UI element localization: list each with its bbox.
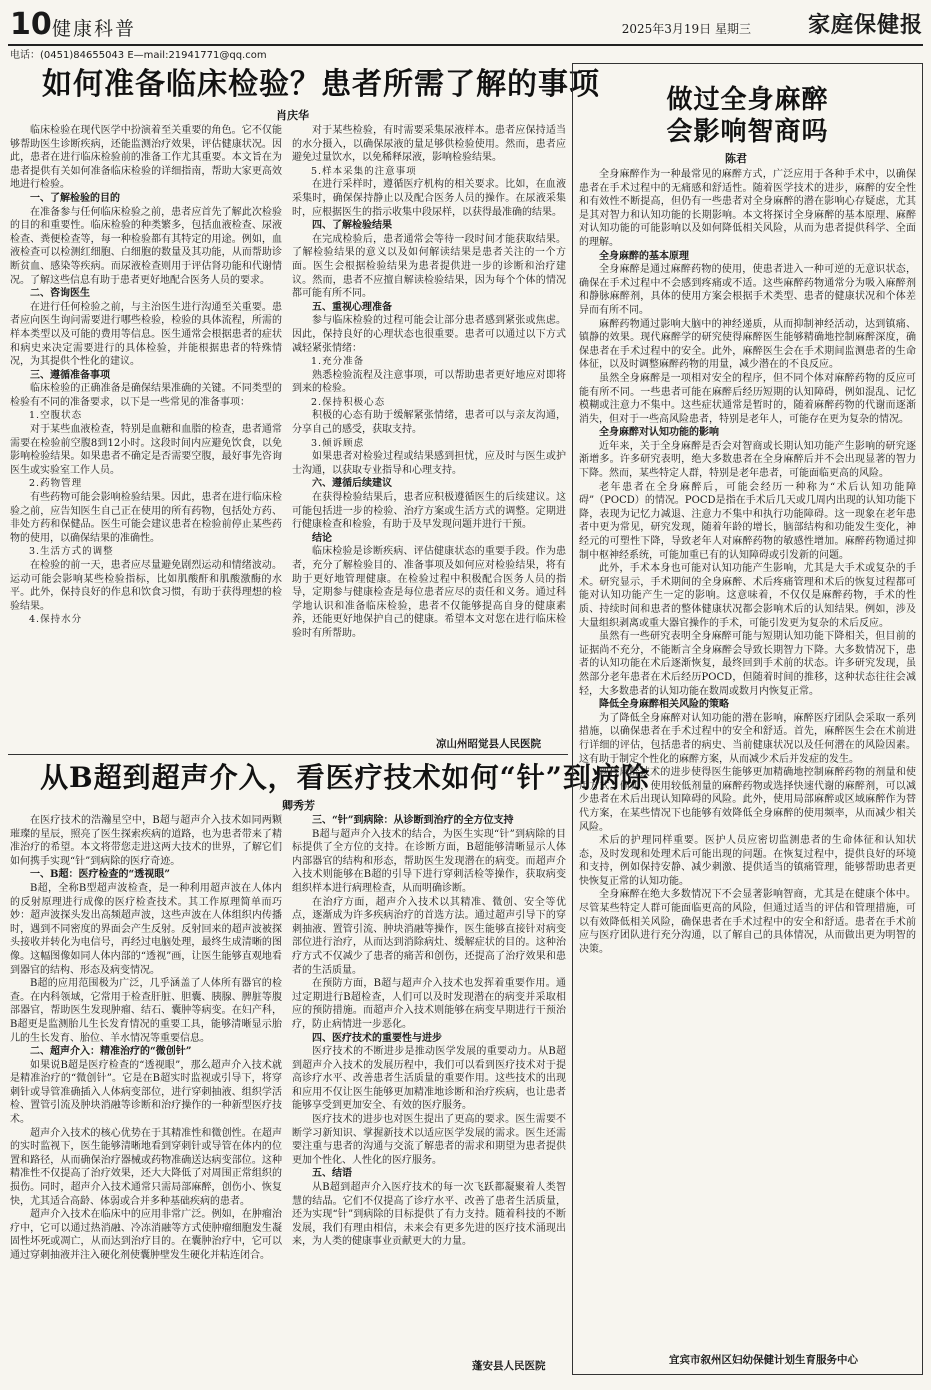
paragraph: 在医疗技术的浩瀚星空中，B超与超声介入技术如同两颗璀璨的星辰，照亮了医生探索疾病的道路，也为患者带来了精准治疗的希望。本文将带您走进这两大技术的世界，了解它们如何携手实现“针”到病除的医疗奇迹。 bbox=[10, 815, 282, 867]
paragraph: 在完成检验后，患者通常会等待一段时间才能获取结果。了解检验结果的意义以及如何解读结果是患者关注的一个方面。医生会根据检验结果为患者提供进一步的诊断和治疗建议。然而，患者不应擅自解读检验结果，因为每个个体的情况都可能有所不同。 bbox=[292, 233, 566, 300]
paragraph: B超，全称B型超声波检查，是一种利用超声波在人体内的反射原理进行成像的医疗检查技术。其工作原理简单而巧妙：超声波探头发出高频超声波，这些声波在人体组织内传播时，遇到不同密度的界面会产生反射。反射回来的超声波被探头接收并转化为电信号，再经过电脑处理，最终生成清晰的图像。这幅图像如同人体内部的“透视”画，让医生能够直观地看到器官的结构、形态及病变情况。 bbox=[10, 882, 282, 976]
paragraph: 对于某些检验，有时需要采集尿液样本。患者应保持适当的水分摄入，以确保尿液的量足够供检验使用。然而，患者应避免过量饮水，以免稀释尿液，影响检验结果。 bbox=[292, 125, 566, 164]
article2-col2 bbox=[292, 814, 566, 1356]
paragraph: 对于某些血液检查，特别是血糖和血脂的检查，患者通常需要在检验前空腹8到12小时。这段时间内应避免饮食，以免影响检验结果。如果患者不确定是否需要空腹，最好事先咨询医生或实验室工作人员。 bbox=[10, 424, 282, 476]
subheading: 4.保持水分 bbox=[29, 614, 83, 626]
subheading: 四、医疗技术的重要性与进步 bbox=[312, 1032, 442, 1044]
subheading: 1.空腹状态 bbox=[29, 410, 83, 422]
paragraph: 全身麻醉是通过麻醉药物的使用，使患者进入一种可逆的无意识状态，确保在手术过程中不会感到疼痛或不适。这些麻醉药物通常分为吸入麻醉剂和静脉麻醉剂，具体的使用方案会根据手术类型、患者的健康状况和个体差异而有所不同。 bbox=[579, 264, 916, 316]
subheading: 1.充分准备 bbox=[311, 356, 365, 368]
subheading: 五、重视心理准备 bbox=[312, 301, 392, 313]
paragraph: 老年患者在全身麻醉后，可能会经历一种称为“术后认知功能障碍”（POCD）的情况。POCD是指在手术后几天或几周内出现的认知功能下降，表现为记忆力减退、注意力不集中和执行功能障碍。这一现象在老年患者中更为常见，研究发现，随着年龄的增长，脑部结构和功能发生变化，神经元的可塑性下降，导致老年人对麻醉药物的敏感性增加。麻醉药物通过抑制中枢神经系统，可能加重已有的认知障碍或引发新的问题。 bbox=[579, 481, 916, 561]
subheading: 一、B超：医疗检查的“透视眼” bbox=[30, 869, 170, 881]
paragraph: 临床检验的正确准备是确保结果准确的关键。不同类型的检验有不同的准备要求，以下是一些常见的准备事项： bbox=[10, 383, 282, 408]
paragraph: 麻醉药物通过影响大脑中的神经递质，从而抑制神经活动，达到镇痛、镇静的效果。现代麻醉学的研究使得麻醉医生能够精确地控制麻醉深度，确保患者在手术过程中的安全。此外，麻醉医生会在手术期间监测患者的生命体征，以及时调整麻醉药物的用量，减少潜在的不良反应。 bbox=[579, 318, 916, 371]
article3-source: 宜宾市叙州区妇幼保健计划生育服务中心 bbox=[669, 1354, 858, 1366]
paragraph: 熟悉检验流程及注意事项，可以帮助患者更好地应对即将到来的检验。 bbox=[292, 369, 566, 395]
paragraph: 临床检验在现代医学中扮演着至关重要的角色。它不仅能够帮助医生诊断疾病，还能监测治疗效果，评估健康状况。因此，患者在进行临床检验前的准备工作尤其重要。本文旨在为患者提供有关如何准备临床检验的详细指南，帮助大家更高效地进行检验。 bbox=[10, 125, 282, 191]
paragraph: 为了降低全身麻醉对认知功能的潜在影响，麻醉医疗团队会采取一系列措施，以确保患者在手术过程中的安全和舒适。首先，麻醉医生会在术前进行详细的评估，包括患者的病史、当前健康状况以及任何潜在的风险因素。这有助于制定个性化的麻醉方案，从而减少术后并发症的发生。 bbox=[579, 712, 916, 765]
subheading: 全身麻醉对认知功能的影响 bbox=[599, 427, 719, 439]
subheading: 结论 bbox=[312, 532, 332, 544]
article1-col2 bbox=[292, 124, 566, 736]
paragraph: 近年来，关于全身麻醉是否会对智商或长期认知功能产生影响的研究逐渐增多。许多研究表明，绝大多数患者在全身麻醉后并不会出现显著的智力下降。然而，某些特定人群，特别是老年患者，可能面临更高的风险。 bbox=[579, 440, 916, 480]
article2-author: 卿秀芳 bbox=[282, 799, 315, 812]
page-number: 10 bbox=[10, 7, 52, 42]
subheading: 二、超声介入：精准治疗的“微创针” bbox=[30, 1046, 192, 1058]
paragraph: B超的应用范围极为广泛，几乎涵盖了人体所有器官的检查。在内科领域，它常用于检查肝脏、胆囊、胰腺、脾脏等腹部器官，帮助医生发现肿瘤、结石、囊肿等病变。在妇产科，B超更是监测胎儿生长发育情况的重要工具，能够清晰显示胎儿的生长发育、胎位、羊水情况等重要信息。 bbox=[10, 978, 282, 1044]
paragraph: 现代麻醉技术的进步使得医生能够更加精确地控制麻醉药物的剂量和使用方式。例如，使用较低剂量的麻醉药物或选择快速代谢的麻醉剂，可以减少患者在术后出现认知障碍的风险。此外，使用局部麻醉或区域麻醉作为替代方案，在某些情况下也能够有效降低全身麻醉的使用频率，从而减少相关风险。 bbox=[579, 767, 916, 833]
paragraph: 在进行任何检验之前，与主治医生进行沟通至关重要。患者应向医生询问需要进行哪些检验，检验的具体流程，所需的样本类型以及可能的费用等信息。医生通常会根据患者的症状和病史来决定需要进行的具体检验，并能根据患者的特殊情况，为其提供个性化的建议。 bbox=[10, 301, 282, 368]
subheading: 2.药物管理 bbox=[29, 478, 83, 490]
paragraph: 全身麻醉在绝大多数情况下不会显著影响智商，尤其是在健康个体中。尽管某些特定人群可能面临更高的风险，但通过适当的评估和管理措施，可以有效降低相关风险，确保患者在手术过程中的安全和舒适。患者在手术前应与医疗团队进行充分沟通，以了解自己的具体情况，从而做出更为明智的决策。 bbox=[579, 889, 916, 955]
divider bbox=[8, 754, 568, 755]
article2-title: 从B超到超声介入，看医疗技术如何“针”到病除 bbox=[40, 761, 650, 794]
paragraph: 术后的护理同样重要。医护人员应密切监测患者的生命体征和认知状态，及时发现和处理术后可能出现的问题。在恢复过程中，提供良好的环境和支持，例如保持安静、减少刺激、提供适当的镇痛管理，能够帮助患者更快恢复正常的认知功能。 bbox=[579, 835, 916, 887]
paragraph: 在检验的前一天，患者应尽量避免剧烈运动和情绪波动。运动可能会影响某些检验指标，比如肌酸酐和肌酸激酶的水平。此外，保持良好的作息和饮食习惯，有助于获得理想的检验结果。 bbox=[10, 560, 282, 612]
article2-col1 bbox=[10, 814, 282, 1380]
article3-box bbox=[572, 63, 923, 1375]
paragraph: 虽然全身麻醉是一项相对安全的程序，但不同个体对麻醉药物的反应可能有所不同。一些患者可能在麻醉后经历短期的认知障碍，例如混乱、记忆模糊或注意力不集中。这些症状通常是暂时的，随着麻醉药物的代谢而逐渐消失，但对于一些高风险患者，特别是老年人，可能存在更为复杂的情况。 bbox=[579, 372, 916, 425]
paragraph: 在预防方面，B超与超声介入技术也发挥着重要作用。通过定期进行B超检查，人们可以及时发现潜在的病变并采取相应的预防措施。而超声介入技术则能够在病变早期进行干预治疗，防止病情进一步恶化。 bbox=[292, 978, 566, 1030]
subheading: 全身麻醉的基本原理 bbox=[599, 250, 689, 262]
paragraph: 在准备参与任何临床检验之前，患者应首先了解此次检验的目的和重要性。临床检验的种类繁多，包括血液检查、尿液检查、粪便检查等，每一种检验都有其特定的用途。例如，血液检查可以检测红细胞、白细胞的数量及其功能，从而帮助诊断贫血、感染等疾病。而尿液检查则用于评估肾功能和代谢情况。了解这些信息有助于患者更好地配合医务人员的要求。 bbox=[10, 206, 282, 286]
paragraph: 医疗技术的不断进步是推动医学发展的重要动力。从B超到超声介入技术的发展历程中，我们可以看到医疗技术对于提高诊疗水平、改善患者生活质量的重要作用。这些技术的出现和应用不仅让医生能够更加精准地诊断和治疗疾病，也让患者能够享受到更加安全、有效的医疗服务。 bbox=[292, 1046, 566, 1112]
article3-title-line1: 做过全身麻醉 bbox=[666, 85, 829, 115]
article1-col1 bbox=[10, 124, 282, 748]
paragraph: 在获得检验结果后，患者应积极遵循医生的后续建议。这可能包括进一步的检验、治疗方案或生活方式的调整。定期进行健康检查和检验，有助于及早发现问题并进行干预。 bbox=[292, 492, 566, 531]
paragraph: 参与临床检验的过程可能会让部分患者感到紧张或焦虑。因此，保持良好的心理状态也很重要。患者可以通过以下方式减轻紧张情绪： bbox=[292, 315, 566, 354]
article1-title: 如何准备临床检验？患者所需了解的事项 bbox=[42, 67, 600, 102]
article1-source: 凉山州昭觉县人民医院 bbox=[436, 738, 541, 750]
article2-source: 蓬安县人民医院 bbox=[472, 1360, 546, 1372]
paragraph: 此外，手术本身也可能对认知功能产生影响，尤其是大手术或复杂的手术。研究显示，手术期间的全身麻醉、术后疼痛管理和术后的恢复过程都可能对认知功能产生一定的影响。这意味着，不仅仅是麻醉药物，手术的性质、持续时间和患者的整体健康状况都会影响术后的认知结果。例如，涉及大量组织剥离或重大器官操作的手术，可能引发更为复杂的术后反应。 bbox=[579, 563, 916, 629]
subheading: 四、了解检验结果 bbox=[312, 220, 392, 232]
issue-date: 2025年3月19日 星期三 bbox=[621, 22, 751, 36]
paragraph: 全身麻醉作为一种最常见的麻醉方式，广泛应用于各种手术中，以确保患者在手术过程中的无痛感和舒适性。随着医学技术的进步，麻醉的安全性和有效性不断提高，但仍有一些患者对全身麻醉的潜在影响心存疑虑，尤其是其对智力和认知功能的长期影响。本文将探讨全身麻醉的基本原理、麻醉对认知功能的可能影响以及如何降低相关风险，从而为患者提供科学、全面的理解。 bbox=[579, 169, 916, 248]
paragraph: 如果说B超是医疗检查的“透视眼”，那么超声介入技术就是精准治疗的“微创针”。它是在B超实时监视或引导下，将穿刺针或导管准确插入人体病变部位，进行穿刺抽液、组织学活检、置管引流及肿块消融等诊断和治疗操作的一种新型医疗技术。 bbox=[10, 1059, 282, 1126]
paragraph: 如果患者对检验过程或结果感到担忧，应及时与医生或护士沟通，以获取专业指导和心理支持。 bbox=[292, 451, 566, 476]
paragraph: 积极的心态有助于缓解紧张情绪，患者可以与亲友沟通，分享自己的感受，获取支持。 bbox=[292, 410, 566, 436]
article3-body bbox=[579, 168, 916, 1344]
subheading: 三、遵循准备事项 bbox=[30, 369, 110, 381]
section-name: 健康科普 bbox=[52, 18, 137, 40]
subheading: 3.生活方式的调整 bbox=[29, 546, 114, 558]
paragraph: B超与超声介入技术的结合，为医生实现“针”到病除的目标提供了全方位的支持。在诊断方面，B超能够清晰显示人体内部器官的结构和形态，帮助医生发现潜在的病变。而超声介入技术则能够在B超的引导下进行穿刺活检等操作，获取病变组织样本进行病理检查，从而明确诊断。 bbox=[292, 828, 566, 894]
subheading: 五、结语 bbox=[312, 1168, 352, 1180]
article3-title-line2: 会影响智商吗 bbox=[666, 117, 829, 147]
subheading: 三、“针”到病除：从诊断到治疗的全方位支持 bbox=[312, 815, 514, 826]
paragraph: 虽然有一些研究表明全身麻醉可能与短期认知功能下降相关，但目前的证据尚不充分，不能断言全身麻醉会导致长期智力下降。大多数情况下，患者的认知功能在术后逐渐恢复，最终回到手术前的状态。许多研究发现，虽然部分老年患者在术后经历POCD，但随着时间的推移，这种状态往往会减轻，大多数患者的认知功能在数周或数月内恢复正常。 bbox=[579, 631, 916, 697]
contact-line: 电话：(0451)84655043 E—mail:21941771@qq.com bbox=[10, 50, 267, 61]
subheading: 六、遵循后续建议 bbox=[312, 478, 392, 490]
paragraph: 超声介入技术的核心优势在于其精准性和微创性。在超声的实时监视下，医生能够清晰地看到穿刺针或导管在体内的位置和路径，从而确保治疗器械或药物准确送达病变部位。这种精准性不仅提高了治疗效果，还大大降低了对周围正常组织的损伤。同时，超声介入技术通常只需局部麻醉，创伤小、恢复快，尤其适合高龄、体弱或合并多种基础疾病的患者。 bbox=[10, 1127, 282, 1207]
newspaper-name: 家庭保健报 bbox=[807, 12, 923, 38]
paragraph: 在治疗方面，超声介入技术以其精准、微创、安全等优点，逐渐成为许多疾病治疗的首选方法。通过超声引导下的穿刺抽液、置管引流、肿块消融等操作，医生能够直接针对病变部位进行治疗，从而达到消除病灶、缓解症状的目的。这种治疗方式不仅减少了患者的痛苦和创伤，还提高了治疗效果和患者的生活质量。 bbox=[292, 896, 566, 976]
paragraph: 临床检验是诊断疾病、评估健康状态的重要手段。作为患者，充分了解检验目的、准备事项及如何应对检验结果，将有助于更好地管理健康。在检验过程中积极配合医务人员的指导，定期参与健康检查是每位患者应尽的责任和义务。通过科学地认识和准备临床检验，患者不仅能够提高自身的健康素养，还能更好地保护自己的健康。希望本文对您在进行临床检验时有所帮助。 bbox=[292, 546, 566, 639]
subheading: 3.倾诉顾虑 bbox=[311, 437, 365, 449]
paragraph: 在进行采样时，遵循医疗机构的相关要求。比如，在血液采集时，确保保持静止以及配合医务人员的操作。在尿液采集时，应根据医生的指示收集中段尿样，以获得最准确的结果。 bbox=[292, 179, 566, 218]
subheading: 2.保持积极心态 bbox=[311, 396, 386, 408]
paragraph: 有些药物可能会影响检验结果。因此，患者在进行临床检验之前，应告知医生自己正在使用的所有药物，包括处方药、非处方药和保健品。医生可能会建议患者在检验前停止某些药物的使用，以确保结果的准确性。 bbox=[10, 492, 282, 544]
paragraph: 从B超到超声介入医疗技术的每一次飞跃都凝聚着人类智慧的结晶。它们不仅提高了诊疗水平、改善了患者生活质量，还为实现“针”到病除的目标提供了有力支持。随着科技的不断发展，我们有理由相信，未来会有更多先进的医疗技术涌现出来，为人类的健康事业贡献更大的力量。 bbox=[292, 1182, 566, 1248]
article1-author: 肖庆华 bbox=[276, 109, 309, 122]
paragraph: 医疗技术的进步也对医生提出了更高的要求。医生需要不断学习新知识、掌握新技术以适应医学发展的需求。医生还需要注重与患者的沟通与交流了解患者的需求和期望为患者提供更加个性化、人性化的医疗服务。 bbox=[292, 1114, 566, 1166]
article3-author: 陈君 bbox=[725, 152, 747, 165]
subheading: 5.样本采集的注意事项 bbox=[311, 165, 417, 177]
subheading: 降低全身麻醉相关风险的策略 bbox=[599, 699, 729, 711]
paragraph: 超声介入技术在临床中的应用非常广泛。例如，在肿瘤治疗中，它可以通过热消融、冷冻消融等方式使肿瘤细胞发生凝固性坏死或凋亡，从而达到治疗目的。在囊肿治疗中，它可以通过穿刺抽液并注入硬化剂使囊肿壁发生硬化并粘连闭合。 bbox=[10, 1209, 282, 1261]
subheading: 一、了解检验的目的 bbox=[30, 192, 120, 204]
page-header bbox=[8, 6, 923, 46]
subheading: 二、咨询医生 bbox=[30, 288, 90, 300]
